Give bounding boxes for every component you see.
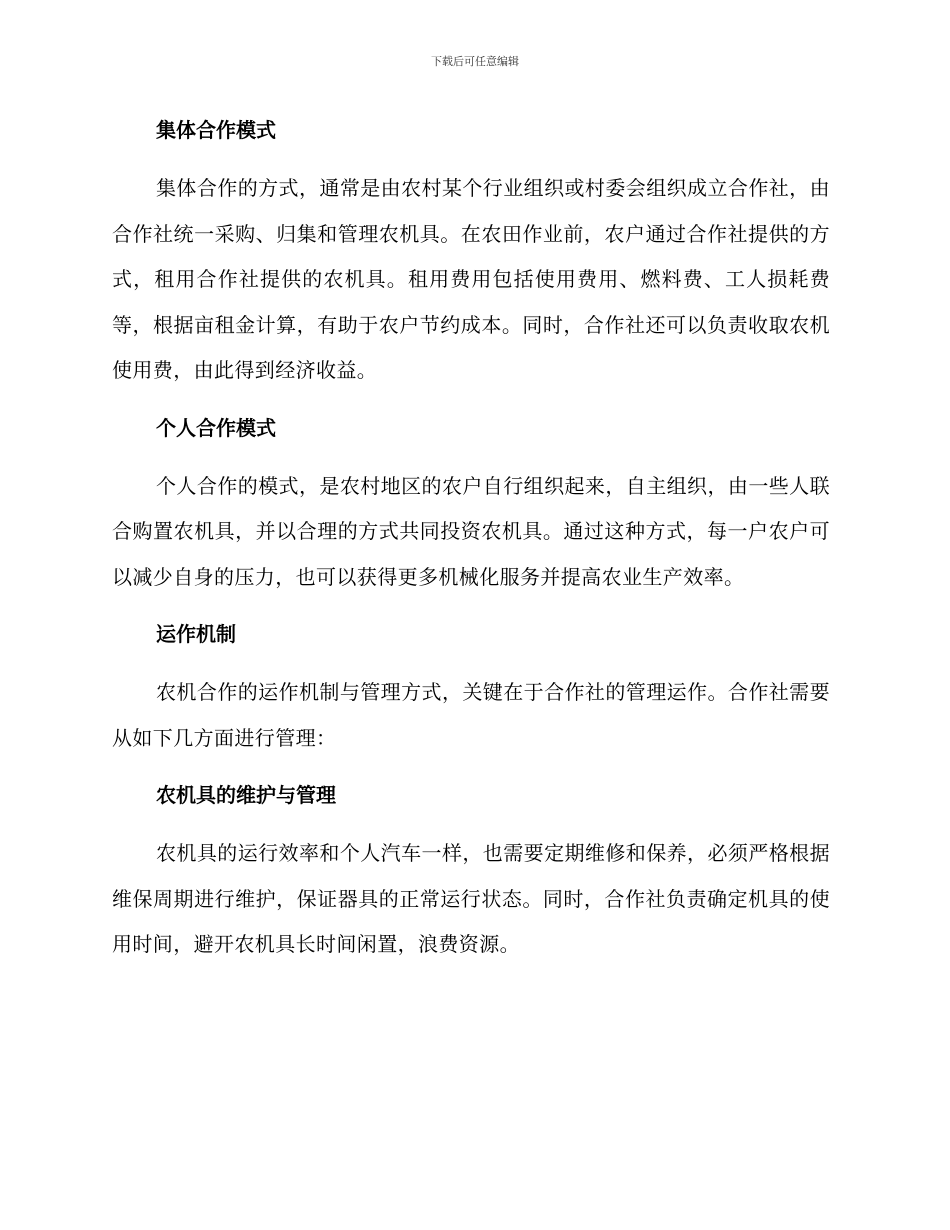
section-heading-maintenance: 农机具的维护与管理: [156, 783, 336, 807]
page-header-note: 下载后可任意编辑: [431, 55, 519, 68]
document-body: [112, 108, 830, 980]
section-heading-individual: 个人合作模式: [156, 415, 276, 440]
paragraph-individual: 个人合作的模式，是农村地区的农户自行组织起来，自主组织，由一些人联合购置农机具，并以合理的方式共同投资农机具。通过这种方式，每一户农户可以减少自身的压力，也可以获得更多机械化服务并提高农业生产效率。: [112, 473, 830, 589]
paragraph-maintenance: 农机具的运行效率和个人汽车一样，也需要定期维修和保养，必须严格根据维保周期进行维护，保证器具的正常运行状态。同时，合作社负责确定机具的使用时间，避开农机具长时间闲置，浪费资源。: [112, 841, 830, 956]
paragraph-mechanism: 农机合作的运作机制与管理方式，关键在于合作社的管理运作。合作社需要从如下几方面进行管理：: [112, 680, 830, 750]
section-heading-collective: 集体合作模式: [156, 118, 276, 142]
section-heading-mechanism: 运作机制: [156, 622, 236, 646]
paragraph-collective: 集体合作的方式，通常是由农村某个行业组织或村委会组织成立合作社，由合作社统一采购、归集和管理农机具。在农田作业前，农户通过合作社提供的方式，租用合作社提供的农机具。租用费用包括使用费用、燃料费、工人损耗费等，根据亩租金计算，有助于农户节约成本。同时，合作社还可以负责收取农机使用费，由此得到经济收益。: [112, 176, 830, 382]
